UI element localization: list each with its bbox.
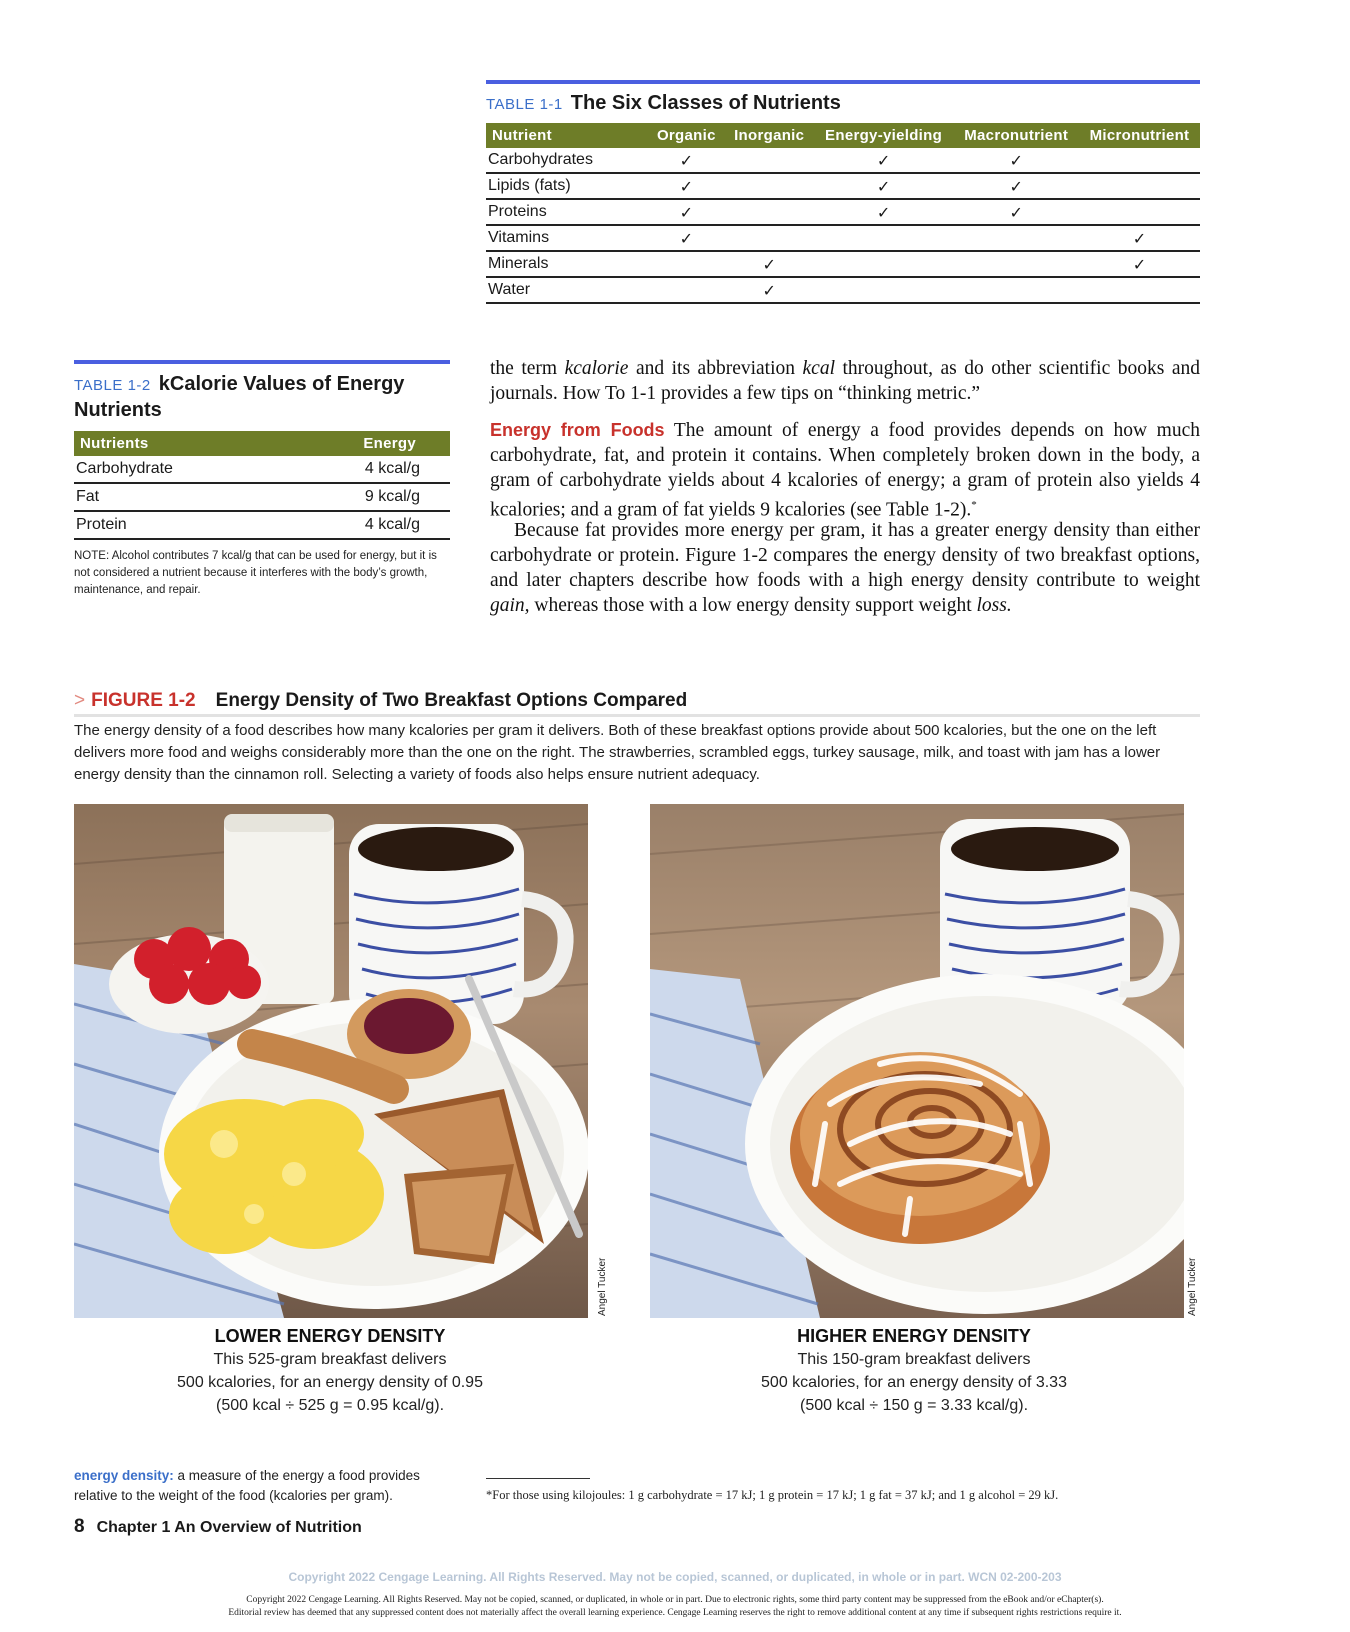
- nutrient-name: Lipids (fats): [486, 173, 648, 199]
- energy-value: 4 kcal/g: [270, 511, 450, 539]
- empty-cell: [725, 173, 814, 199]
- column-header: Macronutrient: [953, 123, 1079, 148]
- copyright-line: Copyright 2022 Cengage Learning. All Rights Reserved. May not be copied, scanned, or duplicated, in whole or in part. Due to electronic rights, some third party content may be suppressed from the eBook and/or eChapter(s).: [246, 1595, 1104, 1605]
- caption-line: This 525-gram breakfast delivers: [213, 1351, 447, 1368]
- breakfast-plate-illustration: [74, 804, 588, 1318]
- caption-line: (500 kcal ÷ 525 g = 0.95 kcal/g).: [215, 1397, 445, 1414]
- column-header: Inorganic: [725, 123, 814, 148]
- energy-value: 9 kcal/g: [270, 483, 450, 511]
- empty-cell: [725, 199, 814, 225]
- page-folio: [74, 1516, 362, 1538]
- copyright-notice: [0, 1594, 1350, 1620]
- table-number: TABLE 1-2: [74, 377, 151, 394]
- empty-cell: [953, 277, 1079, 303]
- empty-cell: [1079, 199, 1200, 225]
- table-row: [486, 173, 1200, 199]
- text-run: Because fat provides more energy per gram, it has a greater energy density than either carbohydrate or protein. Figure 1-2 compares the energy density of two breakfast options, and later chapters describe how foods with a high energy density contribute to weight: [490, 520, 1200, 591]
- table-header-row: [486, 123, 1200, 148]
- nutrient-name: Fat: [74, 483, 270, 511]
- table-top-rule: [486, 80, 1200, 84]
- figure-title-text: Energy Density of Two Breakfast Options Compared: [215, 690, 688, 711]
- table-note: NOTE: Alcohol contributes 7 kcal/g that can be used for energy, but it is not considered a nutrient because it interferes with the body’s growth, maintenance, and repair.: [74, 550, 437, 596]
- figure-rule: [74, 714, 1200, 717]
- cinnamon-roll-photo: [650, 804, 1184, 1318]
- table-title-line1: kCalorie Values of Energy: [158, 373, 405, 395]
- energy-value: 4 kcal/g: [270, 456, 450, 483]
- checkmark-icon: ✓: [725, 277, 814, 303]
- figure-arrow: >: [74, 690, 86, 711]
- glossary-term: energy density:: [74, 1468, 174, 1483]
- text-run: and its abbreviation: [628, 358, 803, 379]
- cinnamon-roll-illustration: [650, 804, 1184, 1318]
- checkmark-icon: ✓: [1079, 251, 1200, 277]
- table-row: [486, 148, 1200, 173]
- photo-credit: Angel Tucker: [597, 1257, 608, 1316]
- column-header: Energy: [270, 431, 450, 456]
- empty-cell: [725, 225, 814, 251]
- caption-line: This 150-gram breakfast delivers: [797, 1351, 1031, 1368]
- table-title-line2: Nutrients: [74, 399, 162, 421]
- checkmark-icon: ✓: [953, 199, 1079, 225]
- table-title: The Six Classes of Nutrients: [570, 92, 841, 114]
- checkmark-icon: ✓: [953, 148, 1079, 173]
- table-row: [486, 199, 1200, 225]
- table-number: TABLE 1-1: [486, 96, 563, 113]
- empty-cell: [1079, 148, 1200, 173]
- body-paragraph-3: [490, 518, 1200, 618]
- nutrient-classes-table: [486, 123, 1200, 304]
- text-run: the term: [490, 358, 565, 379]
- nutrient-name: Proteins: [486, 199, 648, 225]
- checkmark-icon: ✓: [648, 148, 725, 173]
- checkmark-icon: ✓: [814, 173, 954, 199]
- caption-line: (500 kcal ÷ 150 g = 3.33 kcal/g).: [799, 1397, 1029, 1414]
- figure-title: [74, 690, 1200, 712]
- breakfast-plate-photo: [74, 804, 588, 1318]
- italic-term: gain,: [490, 595, 530, 616]
- chapter-title: Chapter 1 An Overview of Nutrition: [96, 1519, 362, 1536]
- checkmark-icon: ✓: [953, 173, 1079, 199]
- checkmark-icon: ✓: [648, 199, 725, 225]
- empty-cell: [814, 251, 954, 277]
- caption-line: 500 kcalories, for an energy density of 0.95: [177, 1374, 483, 1391]
- glossary-entry: [74, 1466, 454, 1506]
- italic-term: kcal: [802, 358, 835, 379]
- italic-term: loss.: [976, 595, 1012, 616]
- table-row: [486, 225, 1200, 251]
- body-paragraph-1: [490, 356, 1200, 406]
- nutrient-name: Vitamins: [486, 225, 648, 251]
- right-photo-caption: [714, 1325, 1114, 1417]
- column-header: Nutrients: [74, 431, 270, 456]
- caption-heading: LOWER ENERGY DENSITY: [214, 1326, 446, 1346]
- caption-line: 500 kcalories, for an energy density of 3.33: [761, 1374, 1067, 1391]
- text-run: throughout, as do other scientific books and journals. How To 1-1 provides a few tips on “thinking metric.”: [490, 358, 1200, 404]
- table-row: [74, 456, 450, 483]
- text-run: The amount of energy a food provides depends on how much carbohydrate, fat, and protein it contains. When completely broken down in the body, a gram of carbohydrate yields about 4 kcalories of energy; a gram of protein also yields 4 kcalories; and a gram of fat yields 9 kcalories (see Table 1-2).: [490, 420, 1201, 521]
- nutrient-name: Protein: [74, 511, 270, 539]
- table-row: [486, 277, 1200, 303]
- table-top-rule: [74, 360, 450, 364]
- empty-cell: [953, 251, 1079, 277]
- checkmark-icon: ✓: [725, 251, 814, 277]
- photo-credit: Angel Tucker: [1187, 1257, 1198, 1316]
- checkmark-icon: ✓: [1079, 225, 1200, 251]
- column-header: Energy-yielding: [814, 123, 954, 148]
- column-header: Organic: [648, 123, 725, 148]
- italic-term: kcalorie: [564, 358, 629, 379]
- table-row: [74, 483, 450, 511]
- empty-cell: [814, 225, 954, 251]
- empty-cell: [953, 225, 1079, 251]
- run-in-heading: Energy from Foods: [490, 420, 665, 440]
- table-1-2: [74, 360, 450, 599]
- checkmark-icon: ✓: [648, 225, 725, 251]
- kcalorie-values-table: [74, 431, 450, 540]
- footnote-rule: [486, 1478, 590, 1479]
- table-1-1: [486, 80, 1200, 304]
- table-row: [486, 251, 1200, 277]
- left-photo-caption: [130, 1325, 530, 1417]
- empty-cell: [725, 148, 814, 173]
- nutrient-name: Minerals: [486, 251, 648, 277]
- copyright-watermark: Copyright 2022 Cengage Learning. All Rights Reserved. May not be copied, scanned, or duplicated, in whole or in part. WCN 02-200-203: [288, 1570, 1062, 1584]
- checkmark-icon: ✓: [648, 173, 725, 199]
- footnote: *For those using kilojoules: 1 g carbohydrate = 17 kJ; 1 g protein = 17 kJ; 1 g fat = 37 kJ; and 1 g alcohol = 29 kJ.: [486, 1488, 1059, 1502]
- column-header: Nutrient: [486, 123, 648, 148]
- empty-cell: [648, 277, 725, 303]
- nutrient-name: Water: [486, 277, 648, 303]
- table-caption: [486, 92, 1200, 115]
- empty-cell: [814, 277, 954, 303]
- copyright-line: Editorial review has deemed that any suppressed content does not materially affect the overall learning experience. Cengage Learning reserves the right to remove additional content at any time if subsequent rights restrictions require it.: [228, 1608, 1122, 1618]
- column-header: Micronutrient: [1079, 123, 1200, 148]
- caption-heading: HIGHER ENERGY DENSITY: [797, 1326, 1031, 1346]
- nutrient-name: Carbohydrates: [486, 148, 648, 173]
- checkmark-icon: ✓: [814, 148, 954, 173]
- glossary-definition: a measure of the energy a food provides relative to the weight of the food (kcalories per gram).: [74, 1468, 420, 1503]
- footnote-mark: *: [971, 499, 977, 511]
- page-number: 8: [74, 1516, 85, 1537]
- empty-cell: [1079, 173, 1200, 199]
- figure-caption: The energy density of a food describes how many kcalories per gram it delivers. Both of these breakfast options provide about 500 kcalories, but the one on the left delivers more food and weighs considerably more than the one on the right. The strawberries, scrambled eggs, turkey sausage, milk, and toast with jam has a lower energy density than the cinnamon roll. Selecting a variety of foods also helps ensure nutrient adequacy.: [74, 722, 1161, 783]
- table-row: [74, 511, 450, 539]
- body-paragraph-2: [490, 418, 1200, 523]
- empty-cell: [648, 251, 725, 277]
- checkmark-icon: ✓: [814, 199, 954, 225]
- table-header-row: [74, 431, 450, 456]
- empty-cell: [1079, 277, 1200, 303]
- text-run: whereas those with a low energy density support weight: [529, 595, 977, 616]
- figure-label: FIGURE 1-2: [91, 690, 196, 711]
- nutrient-name: Carbohydrate: [74, 456, 270, 483]
- table-caption: [74, 372, 450, 423]
- table-body: [486, 148, 1200, 303]
